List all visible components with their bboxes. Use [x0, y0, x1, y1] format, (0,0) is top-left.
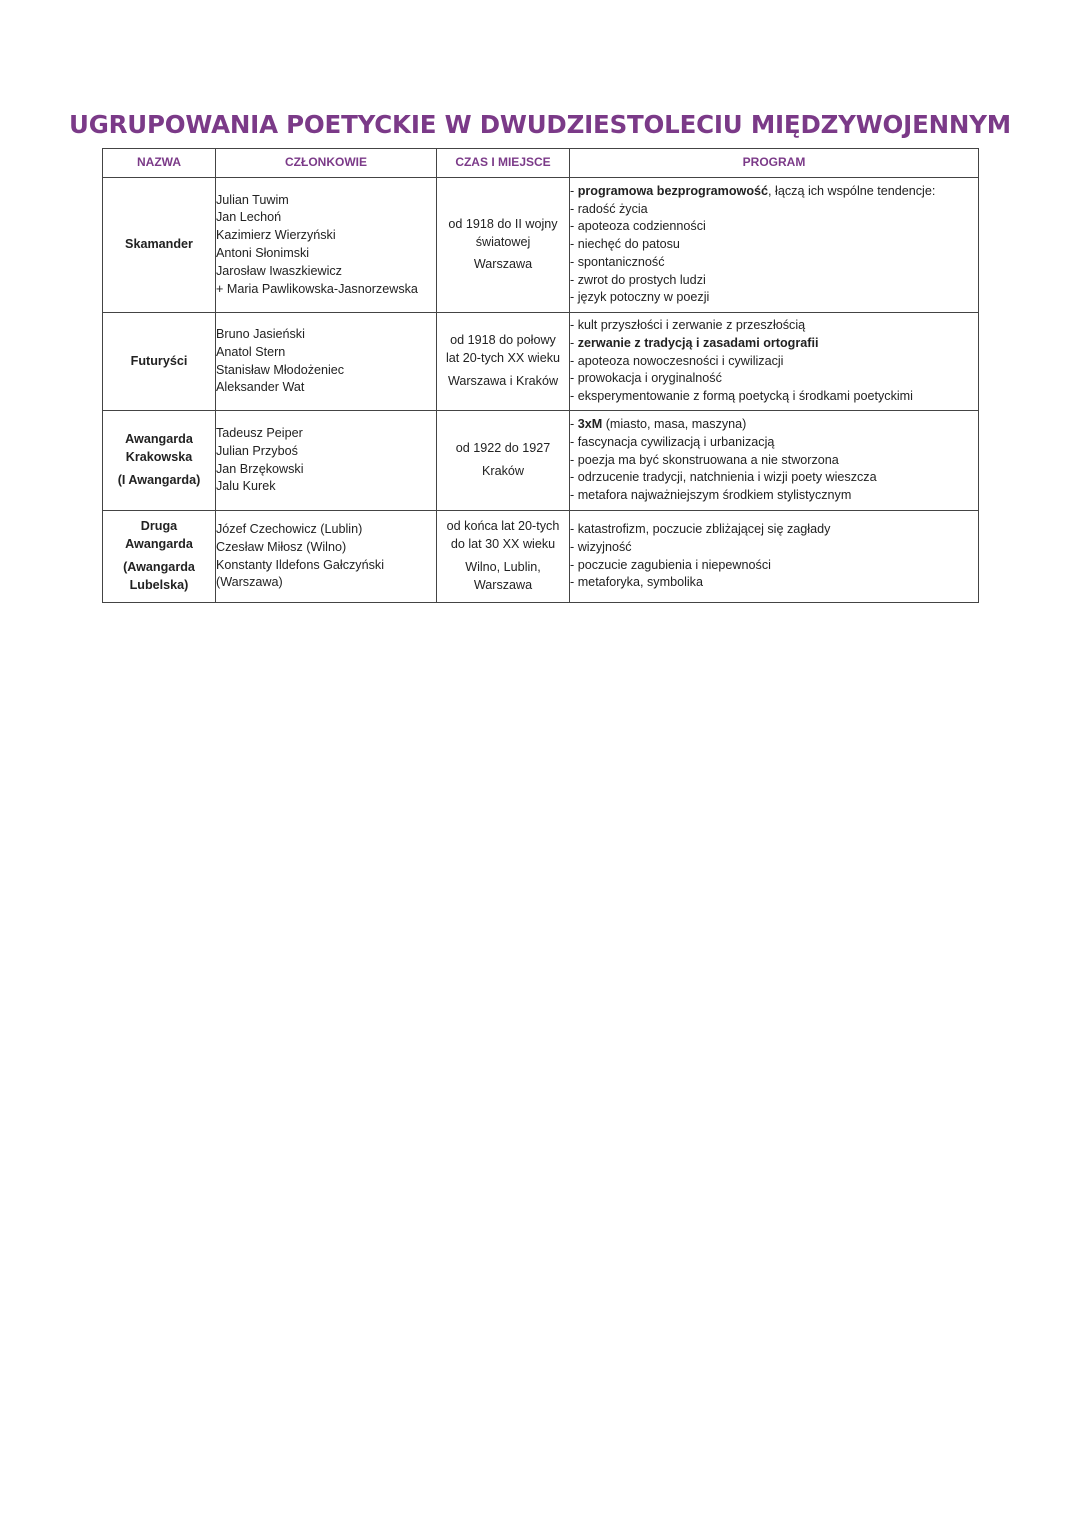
- group-members: Józef Czechowicz (Lublin) Czesław Miłosz (Wilno) Konstanty Ildefons Gałczyński (Warszawa): [216, 511, 437, 603]
- table-row: [103, 313, 979, 411]
- group-program: - programowa bezprogramowość, łączą ich wspólne tendencje: - radość życia - apoteoza codzienności - niechęć do patosu - spontaniczność - zwrot do prostych ludzi - język potoczny w poezji: [570, 178, 979, 313]
- group-name: Skamander: [103, 178, 216, 313]
- group-program: - katastrofizm, poczucie zbliżającej się zagłady - wizyjność - poczucie zagubienia i niepewności - metaforyka, symbolika: [570, 511, 979, 603]
- header-time-place: CZAS I MIEJSCE: [437, 149, 570, 178]
- header-row: [103, 149, 979, 178]
- header-members: CZŁONKOWIE: [216, 149, 437, 178]
- table-row: [103, 178, 979, 313]
- group-name: Futuryści: [103, 313, 216, 411]
- header-name: NAZWA: [103, 149, 216, 178]
- group-program: - kult przyszłości i zerwanie z przeszłością - zerwanie z tradycją i zasadami ortografii - apoteoza nowoczesności i cywilizacji - prowokacja i oryginalność - eksperymentowanie z formą poetycką i środkami poetyckimi: [570, 313, 979, 411]
- group-program: - 3xM (miasto, masa, maszyna) - fascynacja cywilizacją i urbanizacją - poezja ma być skonstruowana a nie stworzona - odrzucenie tradycji, natchnienia i wizji poety wieszcza - metafora najważniejszym środkiem stylistycznym: [570, 411, 979, 511]
- group-time-place: od 1918 do połowy lat 20-tych XX wieku Warszawa i Kraków: [437, 313, 570, 411]
- header-program: PROGRAM: [570, 149, 979, 178]
- group-members: Julian Tuwim Jan Lechoń Kazimierz Wierzyński Antoni Słonimski Jarosław Iwaszkiewicz + Maria Pawlikowska-Jasnorzewska: [216, 178, 437, 313]
- group-members: Tadeusz Peiper Julian Przyboś Jan Brzękowski Jalu Kurek: [216, 411, 437, 511]
- page-title: UGRUPOWANIA POETYCKIE W DWUDZIESTOLECIU MIĘDZYWOJENNYM: [69, 110, 1011, 139]
- table-row: [103, 511, 979, 603]
- group-name: Awangarda Krakowska (I Awangarda): [103, 411, 216, 511]
- group-time-place: od 1918 do II wojny światowej Warszawa: [437, 178, 570, 313]
- table-row: [103, 411, 979, 511]
- group-time-place: od 1922 do 1927 Kraków: [437, 411, 570, 511]
- group-name: Druga Awangarda (Awangarda Lubelska): [103, 511, 216, 603]
- group-members: Bruno Jasieński Anatol Stern Stanisław Młodożeniec Aleksander Wat: [216, 313, 437, 411]
- group-time-place: od końca lat 20-tych do lat 30 XX wieku Wilno, Lublin, Warszawa: [437, 511, 570, 603]
- poetic-groups-table: [102, 148, 979, 603]
